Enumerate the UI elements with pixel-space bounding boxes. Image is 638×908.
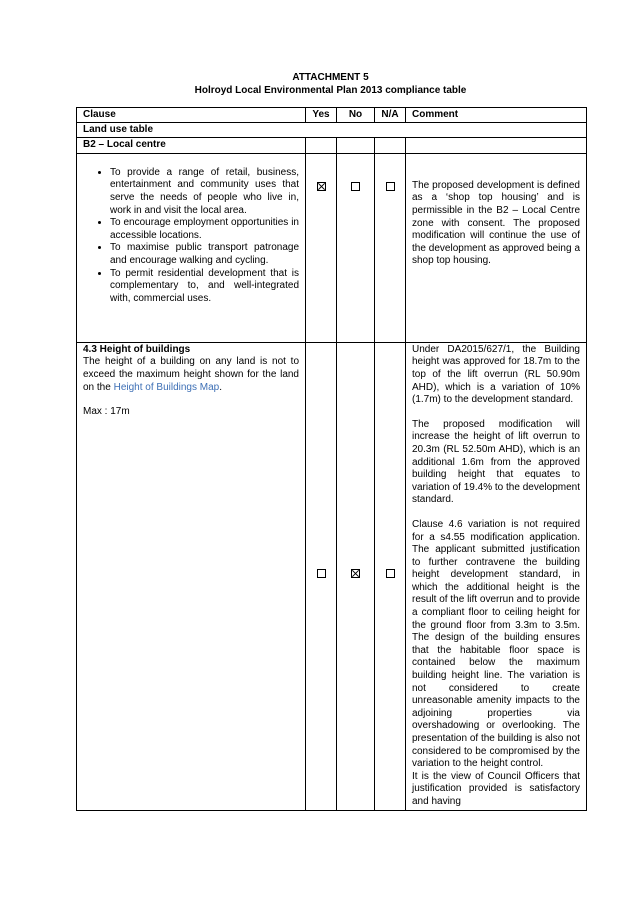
height-title: 4.3 Height of buildings [83, 343, 191, 355]
b2-na-cell [375, 153, 406, 342]
list-item: • To provide a range of retail, business, entertainment and community uses that serve the needs of people who live in, work in and visit the local area. [110, 167, 299, 217]
height-comment-p3: Clause 4.6 variation is not required for a s4.55 modification application. The applicant submitted justification to further contravene the building height development standard, in which the additional height is the result of the lift overrun and to provide a compliant floor to ceiling height for the ground floor from 3.3m to 3.5m. The design of the building ensures that the habitable floor space is contained below the maximum building height line. The variation is not considered to create unreasonable amenity impacts to the adjoining properties via overshadowing or overlooking. The presentation of the building is also not considered to be compromised by the variation to the height control. [412, 518, 580, 770]
list-item: • To maximise public transport patronage and encourage walking and cycling. [110, 242, 299, 267]
height-comment-p2: The proposed modification will increase the height of lift overrun to 20.3m (RL 52.50m AHD), which is an additional 1.6m from the approved building height that equates to variation of 19.4% to the development standard. [412, 418, 580, 506]
list-item: • To permit residential development that is complementary to, and well-integrated with, commercial uses. [110, 268, 299, 306]
header-na: N/A [375, 108, 406, 123]
height-no-cell [337, 342, 375, 810]
header-yes: Yes [306, 108, 337, 123]
land-use-row [77, 122, 587, 138]
height-description: The height of a building on any land is not to exceed the maximum height shown for the land on the Height of Buildings Map. [83, 356, 299, 393]
list-item: • To encourage employment opportunities in accessible locations. [110, 217, 299, 242]
height-yes-cell [306, 342, 337, 810]
b2-objectives-row [77, 153, 587, 342]
checkbox-empty-icon[interactable] [317, 569, 326, 578]
height-na-cell [375, 342, 406, 810]
height-of-buildings-map-link[interactable]: Height of Buildings Map [113, 381, 220, 393]
header-clause: Clause [77, 108, 306, 123]
b2-yes-cell [306, 153, 337, 342]
checkbox-empty-icon[interactable] [386, 569, 395, 578]
checkbox-checked-icon[interactable] [317, 182, 326, 191]
checkbox-checked-icon[interactable] [351, 569, 360, 578]
height-comment-p1: Under DA2015/627/1, the Building height was approved for 18.7m to the top of the lift overrun (RL 50.90m AHD), which is a variation of 10% (1.7m) to the development standard. [412, 343, 580, 406]
b2-title: B2 – Local centre [77, 138, 306, 154]
b2-objectives-list [83, 167, 299, 306]
height-row [77, 342, 587, 810]
attachment-heading: ATTACHMENT 5 [292, 72, 369, 83]
b2-objectives-cell [77, 153, 306, 342]
land-use-label: Land use table [77, 122, 587, 138]
height-max: Max : 17m [83, 406, 130, 418]
height-clause-cell [77, 342, 306, 810]
checkbox-empty-icon[interactable] [351, 182, 360, 191]
height-comment-p4: It is the view of Council Officers that justification provided is satisfactory and having [412, 770, 580, 807]
b2-no-cell [337, 153, 375, 342]
header-row [77, 108, 587, 123]
header-comment: Comment [406, 108, 587, 123]
height-comment-cell [406, 342, 587, 810]
header-no: No [337, 108, 375, 123]
checkbox-empty-icon[interactable] [386, 182, 395, 191]
b2-title-row [77, 138, 587, 154]
document-title: Holroyd Local Environmental Plan 2013 compliance table [194, 85, 467, 96]
compliance-table [76, 107, 587, 811]
b2-comment: The proposed development is defined as a ‘shop top housing’ and is permissible in the B2 – Local Centre zone with consent. The proposed modification will continue the use of the development as approved being a shop top housing. [406, 153, 587, 342]
